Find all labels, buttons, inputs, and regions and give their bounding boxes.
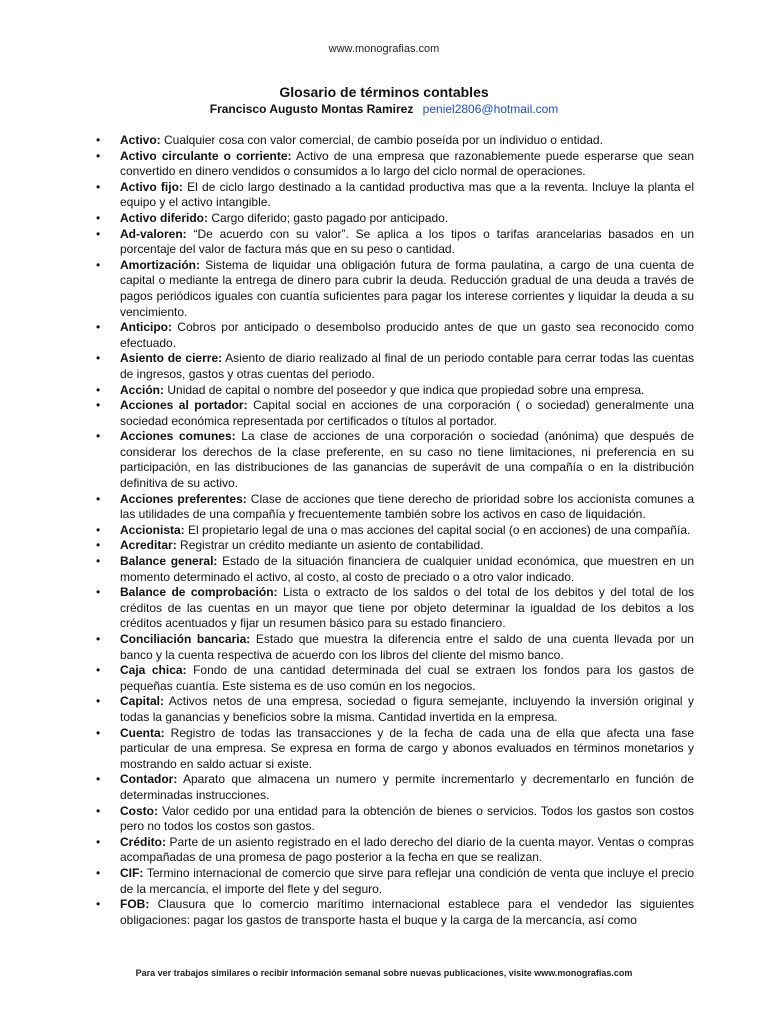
glossary-entry <box>96 492 694 523</box>
glossary-definition: Activo de una empresa que razonablemente puede esperarse que sean convertido en dinero vendidos o consumidos a lo largo del ciclo normal de operaciones. <box>120 148 695 179</box>
glossary-definition: Asiento de diario realizado al final de un periodo contable para cerrar todas las cuentas de ingresos, gastos y otras cuentas del periodo. <box>120 351 695 381</box>
glossary-entry <box>96 320 694 351</box>
glossary-term: Costo: <box>120 803 158 818</box>
glossary-term: Activo circulante o corriente: <box>120 148 292 163</box>
glossary-entry <box>96 149 694 180</box>
glossary-entry <box>96 726 694 773</box>
glossary-definition: Fondo de una cantidad determinada del cual se extraen los fondos para los gastos de pequeñas cuantía. Este sistema es de uso común en los negocios. <box>120 663 694 693</box>
glossary-entry <box>96 351 694 382</box>
glossary-entry <box>96 429 694 491</box>
glossary-definition: Aparato que almacena un numero y permite incrementarlo y decrementarlo en función de determinadas instrucciones. <box>120 772 694 802</box>
glossary-term: Asiento de cierre: <box>120 351 223 366</box>
glossary-definition: Estado de la situación financiera de cualquier unidad económica, que muestren en un momento determinado el activo, al costo, al costo de preciado o a otro valor indicado. <box>120 554 694 584</box>
glossary-entry <box>96 554 694 585</box>
glossary-term: Balance de comprobación: <box>120 585 278 600</box>
glossary-entry <box>96 211 694 227</box>
glossary-term: Acciones preferentes: <box>120 491 247 506</box>
glossary-entry <box>96 258 694 320</box>
glossary-term: Acreditar: <box>120 538 177 553</box>
glossary-definition: “De acuerdo con su valor”. Se aplica a los tipos o tarifas arancelarias basados en un porcentaje del valor de factura más que en su peso o cantidad. <box>120 226 694 257</box>
glossary-definition: Activos netos de una empresa, sociedad o figura semejante, incluyendo la inversión original y todas la ganancias y beneficios sobre la misma. Cantidad invertida en la empresa. <box>120 694 694 724</box>
glossary-term: Crédito: <box>120 834 166 849</box>
author-name: Francisco Augusto Montas Ramirez <box>209 102 414 116</box>
glossary-definition: Termino internacional de comercio que sirve para reflejar una condición de venta que incluye el precio de la mercancía, el importe del flete y del seguro. <box>120 865 694 896</box>
site-header: www.monografias.com <box>328 43 440 55</box>
glossary-term: Activo diferido: <box>120 210 209 225</box>
glossary-entry <box>96 835 694 866</box>
glossary-definition: Unidad de capital o nombre del poseedor y que indica que propiedad sobre una empresa. <box>164 382 645 397</box>
glossary-definition: Cargo diferido; gasto pagado por anticipado. <box>208 210 449 225</box>
document-title: Glosario de términos contables <box>279 84 489 100</box>
glossary-term: FOB: <box>120 897 150 912</box>
glossary-definition: Lista o extracto de los saldos o del total de los debitos y del total de los créditos de las cuentas en un mayor que tiene por objeto determinar la igualdad de los debitos a los créditos acentuados y fijar un resumen básico para su estado financiero. <box>120 585 694 631</box>
glossary-entry <box>96 663 694 694</box>
glossary-term: Acciones comunes: <box>120 429 236 444</box>
glossary-definition: La clase de acciones de una corporación o sociedad (anónima) que después de considerar los derechos de la clase preferente, en su caso no tiene limitaciones, ni preferencia en su participación, en las distribuciones de las ganancias de superávit de una compañía o en la distribución definitiva de su activo. <box>120 429 695 491</box>
glossary-term: Amortización: <box>120 257 201 272</box>
glossary-term: Anticipo: <box>120 320 172 335</box>
glossary-term: Acciones al portador: <box>120 398 248 413</box>
glossary-list <box>96 133 694 928</box>
glossary-definition: El propietario legal de una o mas acciones del capital social (o en acciones) de una compañía. <box>184 522 691 537</box>
glossary-definition: Clausura que lo comercio marítimo internacional establece para el vendedor las siguientes obligaciones: pagar los gastos de transporte hasta el buque y la carga de la mercancía, así como <box>120 897 694 927</box>
author-email-link[interactable]: peniel2806@hotmail.com <box>422 102 559 116</box>
glossary-definition: Cobros por anticipado o desembolso producido antes de que un gasto sea reconocido como efectuado. <box>120 320 694 350</box>
glossary-term: Capital: <box>120 694 165 709</box>
glossary-term: Activo: <box>120 133 161 147</box>
glossary-entry <box>96 585 694 632</box>
glossary-definition: Registrar un crédito mediante un asiento de contabilidad. <box>176 538 484 553</box>
glossary-entry <box>96 398 694 429</box>
glossary-definition: Estado que muestra la diferencia entre el saldo de una cuenta llevada por un banco y la cuenta respectiva de acuerdo con los libros del cliente del mismo banco. <box>120 632 694 662</box>
glossary-definition: Cualquier cosa con valor comercial, de cambio poseída por un individuo o entidad. <box>160 133 603 147</box>
glossary-definition: Clase de acciones que tiene derecho de prioridad sobre los accionista comunes a las utilidades de una compañía y frecuentemente también sobre los activos en caso de liquidación. <box>120 491 695 522</box>
glossary-entry <box>96 180 694 211</box>
glossary-term: Caja chica: <box>120 663 187 678</box>
glossary-term: Conciliación bancaria: <box>120 632 251 646</box>
glossary-term: Acción: <box>120 382 165 397</box>
glossary-term: Accionista: <box>120 522 185 537</box>
glossary-entry <box>96 523 694 539</box>
glossary-entry <box>96 383 694 399</box>
glossary-entry <box>96 632 694 663</box>
author-line <box>0 102 768 116</box>
glossary-definition: Registro de todas las transacciones y de la fecha de cada una de ella que afecta una fase particular de una empresa. Se expresa en forma de cargo y abonos evaluados en términos monetarios y mostrando en saldo actuar si existe. <box>120 725 694 771</box>
glossary-definition: Parte de un asiento registrado en el lado derecho del diario de la cuenta mayor. Ventas o compras acompañadas de una promesa de pago posterior a la fecha en que se realizan. <box>120 834 694 865</box>
glossary-term: Contador: <box>120 772 178 787</box>
glossary-definition: Sistema de liquidar una obligación futura de forma paulatina, a cargo de una cuenta de capital o mediante la entrega de dinero para cubrir la deuda. Reducción gradual de una deuda a través de pagos periódicos iguales con cuantía suficientes para pagar los interese corrientes y liquidar la deuda a su vencimiento. <box>120 257 694 319</box>
glossary-definition: Capital social en acciones de una corporación ( o sociedad) generalmente una sociedad económica representada por certificados o títulos al portador. <box>120 398 694 428</box>
glossary-entry <box>96 133 694 149</box>
glossary-entry <box>96 538 694 554</box>
glossary-entry <box>96 804 694 835</box>
page-footer: Para ver trabajos similares o recibir información semanal sobre nuevas publicaciones, visite www.monografias.com <box>135 968 633 978</box>
glossary-term: Balance general: <box>120 554 218 569</box>
glossary-term: Cuenta: <box>120 725 165 740</box>
glossary-entry <box>96 772 694 803</box>
glossary-entry <box>96 227 694 258</box>
glossary-term: CIF: <box>120 865 144 880</box>
glossary-term: Activo fijo: <box>120 179 183 194</box>
glossary-definition: El de ciclo largo destinado a la cantidad productiva mas que a la reventa. Incluye la planta el equipo y el activo intangible. <box>120 179 694 210</box>
glossary-entry <box>96 866 694 897</box>
glossary-term: Ad-valoren: <box>120 226 187 241</box>
glossary-definition: Valor cedido por una entidad para la obtención de bienes o servicios. Todos los gastos son costos pero no todos los costos son gastos. <box>120 803 694 834</box>
glossary-entry <box>96 897 694 928</box>
glossary-entry <box>96 694 694 725</box>
